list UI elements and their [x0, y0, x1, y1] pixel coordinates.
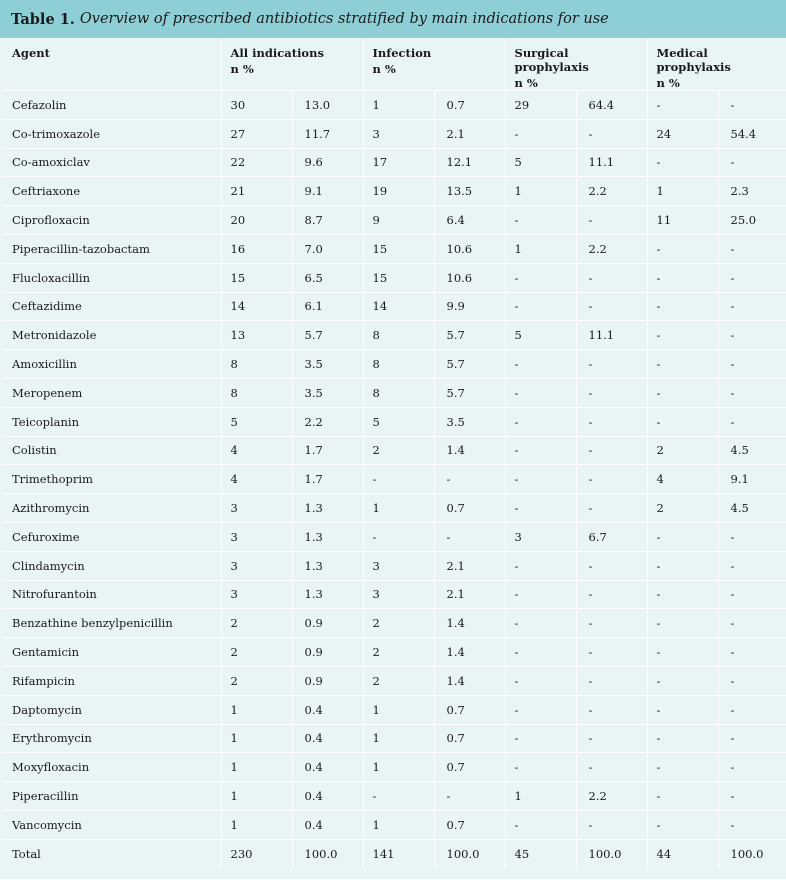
- all-pct-cell: 6.1: [292, 292, 363, 321]
- all-pct-cell: 2.2: [292, 407, 363, 436]
- table-row: [3, 263, 786, 292]
- column-header-label: All indications: [230, 46, 324, 60]
- infection-n-cell: 1: [363, 494, 434, 523]
- surgical-n-cell: -: [505, 810, 576, 839]
- surgical-pct-cell: -: [576, 119, 647, 148]
- column-header-subtitle: n %: [230, 62, 254, 76]
- infection-n-cell: 15: [363, 234, 434, 263]
- infection-pct-cell: 9.9: [434, 292, 505, 321]
- surgical-pct-cell: 2.2: [576, 782, 647, 811]
- medical-pct-cell: 9.1: [718, 465, 786, 494]
- infection-pct-cell: 2.1: [434, 580, 505, 609]
- all-pct-cell: 0.4: [292, 782, 363, 811]
- table-row: [3, 436, 786, 465]
- all-n-cell: 4: [221, 436, 292, 465]
- infection-pct-cell: 12.1: [434, 148, 505, 177]
- agent-cell: Meropenem: [3, 378, 221, 407]
- agent-cell: Total: [3, 839, 221, 868]
- agent-cell: Flucloxacillin: [3, 263, 221, 292]
- infection-pct-cell: 1.4: [434, 609, 505, 638]
- table-row: [3, 695, 786, 724]
- medical-pct-cell: 100.0: [718, 839, 786, 868]
- infection-pct-cell: 1.4: [434, 436, 505, 465]
- infection-pct-cell: -: [434, 465, 505, 494]
- all-pct-cell: 1.3: [292, 522, 363, 551]
- table-row: [3, 580, 786, 609]
- medical-n-cell: -: [647, 609, 718, 638]
- all-n-cell: 22: [221, 148, 292, 177]
- surgical-n-cell: -: [505, 465, 576, 494]
- medical-n-cell: -: [647, 810, 718, 839]
- surgical-n-cell: -: [505, 609, 576, 638]
- table-label: Table 1.: [11, 10, 75, 28]
- all-pct-cell: 0.9: [292, 609, 363, 638]
- medical-pct-cell: -: [718, 91, 786, 120]
- agent-cell: Rifampicin: [3, 666, 221, 695]
- infection-pct-cell: 3.5: [434, 407, 505, 436]
- table-row: [3, 638, 786, 667]
- infection-pct-cell: 0.7: [434, 810, 505, 839]
- medical-pct-cell: -: [718, 695, 786, 724]
- agent-cell: Azithromycin: [3, 494, 221, 523]
- all-pct-cell: 0.9: [292, 666, 363, 695]
- infection-pct-cell: 5.7: [434, 321, 505, 350]
- surgical-n-cell: -: [505, 378, 576, 407]
- agent-cell: Daptomycin: [3, 695, 221, 724]
- medical-n-cell: -: [647, 753, 718, 782]
- surgical-n-cell: 29: [505, 91, 576, 120]
- antibiotics-table: [3, 38, 786, 868]
- surgical-pct-cell: -: [576, 350, 647, 379]
- agent-cell: Colistin: [3, 436, 221, 465]
- medical-n-cell: 11: [647, 206, 718, 235]
- table-row: [3, 292, 786, 321]
- column-header-medical-prophylaxis: [647, 38, 786, 91]
- medical-n-cell: 24: [647, 119, 718, 148]
- column-header-subtitle: n %: [372, 62, 396, 76]
- infection-n-cell: 15: [363, 263, 434, 292]
- all-n-cell: 14: [221, 292, 292, 321]
- all-pct-cell: 13.0: [292, 91, 363, 120]
- surgical-pct-cell: -: [576, 580, 647, 609]
- all-n-cell: 2: [221, 638, 292, 667]
- infection-n-cell: -: [363, 782, 434, 811]
- surgical-pct-cell: 2.2: [576, 234, 647, 263]
- medical-n-cell: -: [647, 263, 718, 292]
- agent-cell: Metronidazole: [3, 321, 221, 350]
- all-n-cell: 15: [221, 263, 292, 292]
- all-pct-cell: 0.4: [292, 810, 363, 839]
- surgical-pct-cell: -: [576, 609, 647, 638]
- all-n-cell: 4: [221, 465, 292, 494]
- table-row: [3, 206, 786, 235]
- medical-n-cell: -: [647, 782, 718, 811]
- surgical-pct-cell: -: [576, 666, 647, 695]
- infection-n-cell: 19: [363, 177, 434, 206]
- infection-n-cell: 3: [363, 551, 434, 580]
- surgical-n-cell: -: [505, 638, 576, 667]
- column-header-subtitle: n %: [514, 76, 538, 90]
- medical-pct-cell: 54.4: [718, 119, 786, 148]
- agent-cell: Piperacillin-tazobactam: [3, 234, 221, 263]
- surgical-n-cell: 45: [505, 839, 576, 868]
- table-row: [3, 350, 786, 379]
- agent-cell: Gentamicin: [3, 638, 221, 667]
- agent-cell: Amoxicillin: [3, 350, 221, 379]
- column-header-agent: [3, 38, 221, 91]
- surgical-pct-cell: -: [576, 724, 647, 753]
- surgical-n-cell: -: [505, 695, 576, 724]
- agent-cell: Ceftazidime: [3, 292, 221, 321]
- infection-n-cell: 1: [363, 810, 434, 839]
- infection-n-cell: 8: [363, 378, 434, 407]
- surgical-pct-cell: -: [576, 292, 647, 321]
- infection-n-cell: 141: [363, 839, 434, 868]
- table-row: [3, 551, 786, 580]
- infection-n-cell: -: [363, 522, 434, 551]
- medical-n-cell: -: [647, 724, 718, 753]
- agent-cell: Nitrofurantoin: [3, 580, 221, 609]
- header-row: [3, 38, 786, 91]
- all-pct-cell: 1.7: [292, 465, 363, 494]
- medical-n-cell: -: [647, 148, 718, 177]
- infection-pct-cell: 0.7: [434, 753, 505, 782]
- medical-n-cell: 2: [647, 494, 718, 523]
- surgical-n-cell: -: [505, 263, 576, 292]
- medical-pct-cell: -: [718, 666, 786, 695]
- table-body: [3, 91, 786, 869]
- table-row: [3, 119, 786, 148]
- all-pct-cell: 9.1: [292, 177, 363, 206]
- surgical-pct-cell: -: [576, 465, 647, 494]
- surgical-pct-cell: -: [576, 436, 647, 465]
- medical-n-cell: -: [647, 234, 718, 263]
- infection-pct-cell: 6.4: [434, 206, 505, 235]
- medical-pct-cell: -: [718, 350, 786, 379]
- column-header-label: Infection: [372, 46, 432, 60]
- infection-n-cell: 2: [363, 638, 434, 667]
- all-n-cell: 5: [221, 407, 292, 436]
- medical-pct-cell: -: [718, 724, 786, 753]
- surgical-n-cell: -: [505, 436, 576, 465]
- all-n-cell: 1: [221, 810, 292, 839]
- all-pct-cell: 0.4: [292, 695, 363, 724]
- medical-n-cell: -: [647, 695, 718, 724]
- all-pct-cell: 0.9: [292, 638, 363, 667]
- table-row: [3, 609, 786, 638]
- surgical-pct-cell: -: [576, 378, 647, 407]
- infection-n-cell: 5: [363, 407, 434, 436]
- all-n-cell: 1: [221, 782, 292, 811]
- all-pct-cell: 3.5: [292, 378, 363, 407]
- medical-n-cell: 44: [647, 839, 718, 868]
- medical-pct-cell: -: [718, 609, 786, 638]
- medical-n-cell: -: [647, 580, 718, 609]
- surgical-n-cell: 3: [505, 522, 576, 551]
- surgical-n-cell: -: [505, 724, 576, 753]
- surgical-pct-cell: -: [576, 551, 647, 580]
- medical-n-cell: 1: [647, 177, 718, 206]
- agent-cell: Vancomycin: [3, 810, 221, 839]
- agent-cell: Ceftriaxone: [3, 177, 221, 206]
- medical-pct-cell: -: [718, 263, 786, 292]
- all-pct-cell: 7.0: [292, 234, 363, 263]
- agent-cell: Benzathine benzylpenicillin: [3, 609, 221, 638]
- infection-n-cell: 14: [363, 292, 434, 321]
- all-n-cell: 3: [221, 494, 292, 523]
- table-row: [3, 494, 786, 523]
- surgical-n-cell: -: [505, 206, 576, 235]
- infection-n-cell: 9: [363, 206, 434, 235]
- medical-n-cell: -: [647, 551, 718, 580]
- infection-n-cell: 1: [363, 91, 434, 120]
- table-title: [0, 0, 786, 38]
- all-n-cell: 21: [221, 177, 292, 206]
- medical-pct-cell: -: [718, 234, 786, 263]
- table-row: [3, 234, 786, 263]
- surgical-pct-cell: -: [576, 638, 647, 667]
- infection-n-cell: -: [363, 465, 434, 494]
- infection-pct-cell: 1.4: [434, 638, 505, 667]
- column-header-label: Surgical prophylaxis: [514, 46, 589, 74]
- all-pct-cell: 1.3: [292, 551, 363, 580]
- surgical-pct-cell: -: [576, 206, 647, 235]
- agent-cell: Clindamycin: [3, 551, 221, 580]
- medical-n-cell: -: [647, 350, 718, 379]
- surgical-pct-cell: 11.1: [576, 148, 647, 177]
- medical-n-cell: 2: [647, 436, 718, 465]
- infection-n-cell: 2: [363, 666, 434, 695]
- all-n-cell: 1: [221, 753, 292, 782]
- all-n-cell: 2: [221, 666, 292, 695]
- all-pct-cell: 0.4: [292, 724, 363, 753]
- medical-pct-cell: -: [718, 522, 786, 551]
- infection-n-cell: 8: [363, 350, 434, 379]
- agent-cell: Cefuroxime: [3, 522, 221, 551]
- surgical-n-cell: 1: [505, 177, 576, 206]
- all-n-cell: 1: [221, 695, 292, 724]
- surgical-pct-cell: -: [576, 753, 647, 782]
- all-n-cell: 20: [221, 206, 292, 235]
- infection-n-cell: 1: [363, 724, 434, 753]
- medical-pct-cell: -: [718, 148, 786, 177]
- surgical-n-cell: -: [505, 494, 576, 523]
- all-pct-cell: 100.0: [292, 839, 363, 868]
- all-n-cell: 30: [221, 91, 292, 120]
- infection-pct-cell: 10.6: [434, 234, 505, 263]
- all-pct-cell: 1.3: [292, 580, 363, 609]
- infection-pct-cell: 0.7: [434, 91, 505, 120]
- surgical-n-cell: 1: [505, 234, 576, 263]
- surgical-n-cell: 1: [505, 782, 576, 811]
- all-n-cell: 13: [221, 321, 292, 350]
- medical-n-cell: -: [647, 522, 718, 551]
- agent-cell: Cefazolin: [3, 91, 221, 120]
- infection-pct-cell: 0.7: [434, 494, 505, 523]
- infection-pct-cell: -: [434, 782, 505, 811]
- surgical-pct-cell: 2.2: [576, 177, 647, 206]
- medical-pct-cell: -: [718, 407, 786, 436]
- agent-cell: Moxyfloxacin: [3, 753, 221, 782]
- all-pct-cell: 1.3: [292, 494, 363, 523]
- surgical-n-cell: -: [505, 119, 576, 148]
- column-header-label: Agent: [12, 46, 50, 60]
- infection-pct-cell: 0.7: [434, 695, 505, 724]
- all-pct-cell: 9.6: [292, 148, 363, 177]
- all-n-cell: 3: [221, 522, 292, 551]
- surgical-n-cell: -: [505, 580, 576, 609]
- column-header-infection: [363, 38, 505, 91]
- medical-n-cell: -: [647, 666, 718, 695]
- medical-pct-cell: 25.0: [718, 206, 786, 235]
- table-caption: Overview of prescribed antibiotics stratified by main indications for use: [79, 11, 609, 27]
- all-n-cell: 8: [221, 350, 292, 379]
- infection-pct-cell: -: [434, 522, 505, 551]
- surgical-pct-cell: -: [576, 494, 647, 523]
- column-header-subtitle: n %: [656, 76, 680, 90]
- medical-pct-cell: -: [718, 292, 786, 321]
- table-row: [3, 666, 786, 695]
- medical-pct-cell: -: [718, 551, 786, 580]
- table-row: [3, 522, 786, 551]
- agent-cell: Co-trimoxazole: [3, 119, 221, 148]
- table-row: [3, 724, 786, 753]
- surgical-pct-cell: 64.4: [576, 91, 647, 120]
- all-n-cell: 230: [221, 839, 292, 868]
- agent-cell: Ciprofloxacin: [3, 206, 221, 235]
- medical-n-cell: -: [647, 321, 718, 350]
- all-n-cell: 2: [221, 609, 292, 638]
- medical-n-cell: -: [647, 407, 718, 436]
- medical-pct-cell: 4.5: [718, 494, 786, 523]
- infection-pct-cell: 13.5: [434, 177, 505, 206]
- infection-n-cell: 8: [363, 321, 434, 350]
- medical-n-cell: 4: [647, 465, 718, 494]
- all-n-cell: 3: [221, 580, 292, 609]
- column-header-surgical-prophylaxis: [505, 38, 647, 91]
- surgical-n-cell: -: [505, 753, 576, 782]
- table-row: [3, 378, 786, 407]
- agent-cell: Trimethoprim: [3, 465, 221, 494]
- all-pct-cell: 6.5: [292, 263, 363, 292]
- medical-pct-cell: -: [718, 782, 786, 811]
- infection-n-cell: 1: [363, 695, 434, 724]
- column-header-all-indications: [221, 38, 363, 91]
- medical-pct-cell: -: [718, 321, 786, 350]
- medical-n-cell: -: [647, 91, 718, 120]
- medical-n-cell: -: [647, 378, 718, 407]
- all-pct-cell: 8.7: [292, 206, 363, 235]
- infection-n-cell: 3: [363, 580, 434, 609]
- all-n-cell: 8: [221, 378, 292, 407]
- surgical-n-cell: -: [505, 350, 576, 379]
- column-header-label: Medical prophylaxis: [656, 46, 731, 74]
- all-n-cell: 27: [221, 119, 292, 148]
- agent-cell: Piperacillin: [3, 782, 221, 811]
- total-row: [3, 839, 786, 868]
- infection-pct-cell: 2.1: [434, 551, 505, 580]
- infection-pct-cell: 2.1: [434, 119, 505, 148]
- all-n-cell: 1: [221, 724, 292, 753]
- surgical-n-cell: 5: [505, 321, 576, 350]
- medical-pct-cell: -: [718, 753, 786, 782]
- table-row: [3, 782, 786, 811]
- surgical-pct-cell: -: [576, 810, 647, 839]
- surgical-pct-cell: -: [576, 695, 647, 724]
- infection-n-cell: 3: [363, 119, 434, 148]
- surgical-pct-cell: 6.7: [576, 522, 647, 551]
- infection-pct-cell: 100.0: [434, 839, 505, 868]
- infection-pct-cell: 5.7: [434, 350, 505, 379]
- table-row: [3, 407, 786, 436]
- medical-pct-cell: -: [718, 580, 786, 609]
- table-row: [3, 321, 786, 350]
- medical-pct-cell: -: [718, 378, 786, 407]
- table-row: [3, 753, 786, 782]
- medical-pct-cell: 2.3: [718, 177, 786, 206]
- medical-n-cell: -: [647, 638, 718, 667]
- table-row: [3, 177, 786, 206]
- all-pct-cell: 11.7: [292, 119, 363, 148]
- infection-n-cell: 17: [363, 148, 434, 177]
- table-row: [3, 810, 786, 839]
- medical-n-cell: -: [647, 292, 718, 321]
- infection-pct-cell: 0.7: [434, 724, 505, 753]
- infection-n-cell: 2: [363, 609, 434, 638]
- table-row: [3, 465, 786, 494]
- surgical-pct-cell: 11.1: [576, 321, 647, 350]
- all-pct-cell: 1.7: [292, 436, 363, 465]
- surgical-n-cell: -: [505, 292, 576, 321]
- agent-cell: Erythromycin: [3, 724, 221, 753]
- surgical-pct-cell: 100.0: [576, 839, 647, 868]
- agent-cell: Teicoplanin: [3, 407, 221, 436]
- surgical-n-cell: -: [505, 407, 576, 436]
- table-row: [3, 148, 786, 177]
- all-n-cell: 16: [221, 234, 292, 263]
- infection-n-cell: 1: [363, 753, 434, 782]
- infection-pct-cell: 1.4: [434, 666, 505, 695]
- medical-pct-cell: 4.5: [718, 436, 786, 465]
- all-pct-cell: 0.4: [292, 753, 363, 782]
- all-pct-cell: 3.5: [292, 350, 363, 379]
- surgical-pct-cell: -: [576, 263, 647, 292]
- infection-pct-cell: 10.6: [434, 263, 505, 292]
- medical-pct-cell: -: [718, 810, 786, 839]
- surgical-n-cell: 5: [505, 148, 576, 177]
- surgical-n-cell: -: [505, 551, 576, 580]
- infection-pct-cell: 5.7: [434, 378, 505, 407]
- table-row: [3, 91, 786, 120]
- medical-pct-cell: -: [718, 638, 786, 667]
- all-n-cell: 3: [221, 551, 292, 580]
- all-pct-cell: 5.7: [292, 321, 363, 350]
- surgical-pct-cell: -: [576, 407, 647, 436]
- surgical-n-cell: -: [505, 666, 576, 695]
- infection-n-cell: 2: [363, 436, 434, 465]
- agent-cell: Co-amoxiclav: [3, 148, 221, 177]
